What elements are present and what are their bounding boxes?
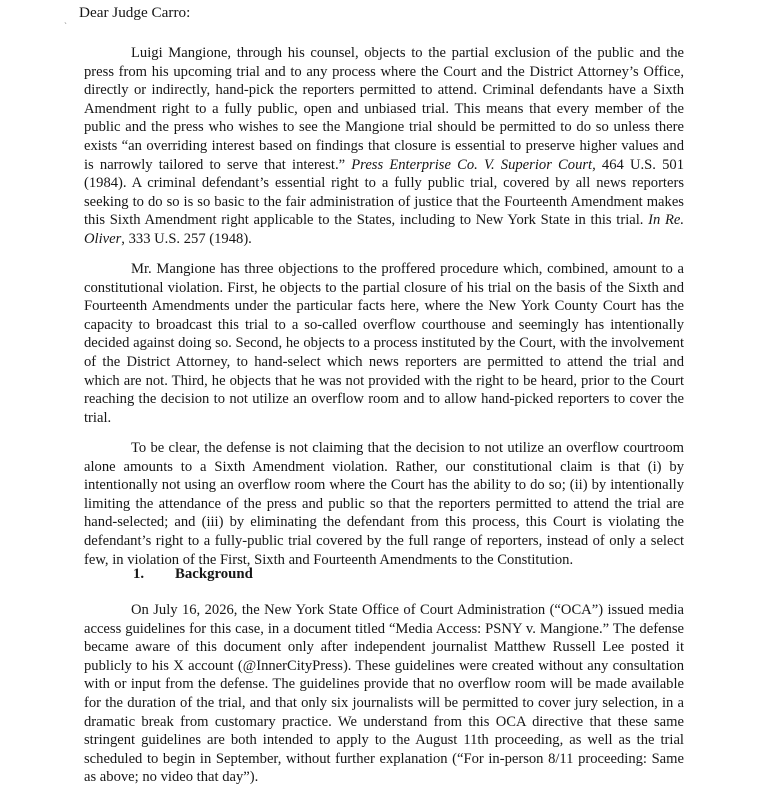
paragraph-clarification: To be clear, the defense is not claiming that the decision to not utilize an overflow courtroom alone amounts to a Sixth Amendment violation. Rather, our constitutional claim is that (i) by intentionally not using an overflow room where the Court has the ability to do so; (ii) by intentionally limiting the attendance of the press and public so that the reporters permitted to attend the trial are hand-selected; and (iii) by eliminating the defendant from this process, this Court is violating the defendant’s right to a fully-public trial covered by the full range of reporters, instead of only a select few, in violation of the First, Sixth and Fourteenth Amendments to the Constitution. (84, 440, 684, 568)
paragraph-objections: Mr. Mangione has three objections to the proffered procedure which, combined, amount to a constitutional violation. First, he objects to the partial closure of his trial on the basis of the Sixth and Fourteenth Amendments under the particular facts here, where the New York County Court has the capacity to broadcast this trial to a so-called overflow courthouse and seemingly has intentionally decided against doing so. Second, he objects to a process instituted by the Court, with the involvement of the District Attorney, to hand-select which news reporters are permitted to attend the trial and which are not. Third, he objects that he was not provided with the right to be heard, prior to the Court reaching the decision to not utilize an overflow room and to allow hand-picked reporters to cover the trial. (84, 261, 684, 426)
margin-mark: ˎ (64, 14, 67, 24)
paragraph-introduction (84, 44, 684, 249)
paragraph-background: On July 16, 2026, the New York State Office of Court Administration (“OCA”) issued media access guidelines for this case, in a document titled “Media Access: PSNY v. Mangione.” The defense became aware of this document only after independent journalist Matthew Russell Lee posted it publicly to his X account (@InnerCityPress). These guidelines were created without any consultation with or input from the defense. The guidelines provide that no overflow room will be made available for the duration of the trial, and that only six journalists will be permitted to cover jury selection, in a dramatic break from customary practice. We understand from this OCA directive that these same stringent guidelines are both intended to apply to the August 11th proceeding, as well as the trial scheduled to begin in September, without further explanation (“For in-person 8/11 proceeding: Same as above; no video that day”). (84, 602, 684, 786)
section-title: Background (175, 566, 253, 582)
section-heading (133, 566, 253, 583)
case-citation: In Re. Oliver (84, 212, 684, 247)
section-number: 1. (133, 566, 145, 582)
case-citation: Press Enterprise Co. V. Superior Court, (351, 156, 596, 173)
paragraph-text-run: 464 U.S. 501 (1984). A criminal defendant’s essential right to a fully public trial, covered by all news reporters seeking to do so is so basic to the fair administration of justice that the Fourteenth Amendment makes this Sixth Amendment right applicable to the States, including to New York State in this trial. (84, 156, 684, 229)
paragraph-text-run: , 333 U.S. 257 (1948). (121, 230, 252, 247)
salutation: Dear Judge Carro: (79, 4, 191, 21)
paragraph-text-run: Luigi Mangione, through his counsel, objects to the partial exclusion of the public and the press from his upcoming trial and to any process where the Court and the District Attorney’s Office, directly or indirectly, hand-pick the reporters permitted to attend. Criminal defendants have a Sixth Amendment right to a fully public, open and unbiased trial. This means that every member of the public and the press who wishes to see the Mangione trial should be permitted to do so unless there exists “an overriding interest based on findings that closure is essential to preserve higher values and is narrowly tailored to serve that interest.” (84, 45, 684, 173)
